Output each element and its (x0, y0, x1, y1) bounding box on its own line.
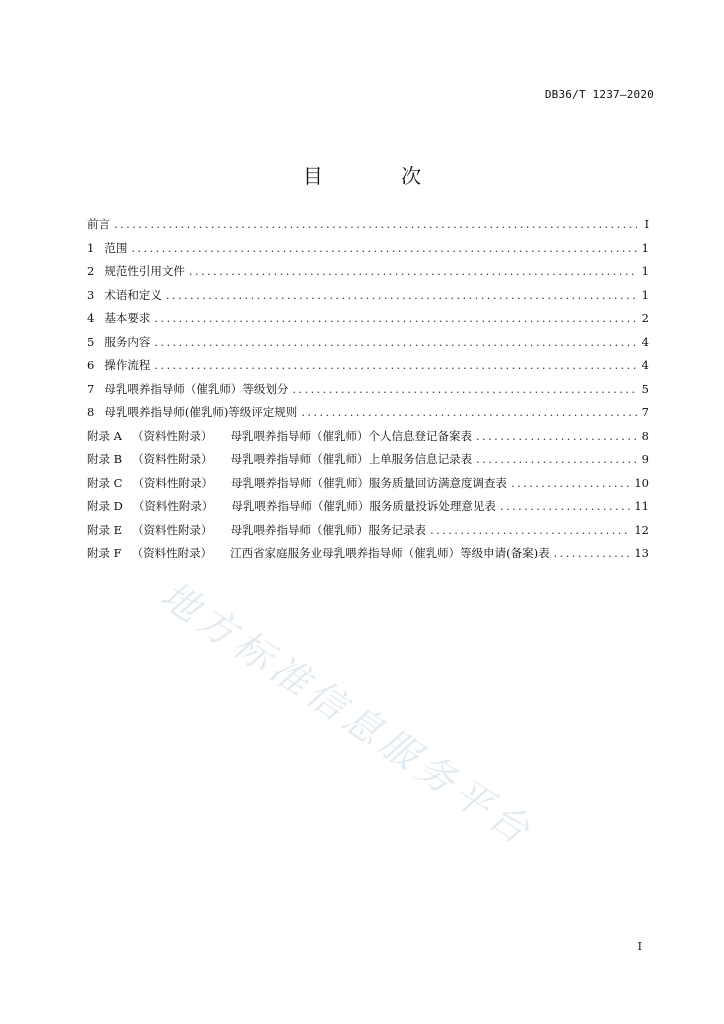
toc-number: 2 (87, 264, 95, 278)
toc-number: 8 (87, 405, 95, 419)
toc-number: 附录 F (87, 546, 122, 560)
toc-leader (154, 335, 637, 349)
toc-entry-appendix-f[interactable] (87, 545, 649, 569)
toc-page-number: 11 (634, 499, 649, 513)
toc-page-number: 9 (641, 452, 649, 466)
toc-number: 4 (87, 311, 95, 325)
toc-entry-3[interactable] (87, 287, 649, 311)
toc-page-number: 5 (641, 381, 649, 396)
toc-leader (292, 382, 637, 396)
toc-number: 附录 C (87, 475, 123, 490)
toc-entry-6[interactable] (87, 357, 649, 381)
toc-label: 操作流程 (104, 358, 151, 372)
toc-leader (511, 476, 630, 490)
toc-appendix-type: （资料性附录） (132, 522, 213, 537)
toc-appendix-type: （资料性附录） (132, 475, 213, 490)
toc-number: 3 (87, 287, 95, 302)
toc-leader (154, 311, 637, 325)
toc-leader (554, 546, 631, 560)
toc-number: 5 (87, 334, 95, 349)
toc-page-number: 2 (641, 311, 649, 325)
toc-label: 江西省家庭服务业母乳喂养指导师（催乳师）等级申请(备案)表 (230, 546, 550, 560)
toc-label: 母乳喂养指导师（催乳师）等级划分 (104, 381, 289, 396)
toc-page-number: 10 (634, 475, 649, 490)
toc-leader (154, 358, 637, 372)
toc-entry-5[interactable] (87, 334, 649, 358)
toc-page-number: 4 (641, 358, 649, 372)
toc-number: 附录 B (87, 452, 123, 466)
toc-label: 母乳喂养指导师(催乳师)等级评定规则 (104, 405, 298, 419)
watermark: 地方标准信息服务平台 (152, 572, 542, 855)
toc-leader (189, 264, 637, 278)
toc-appendix-type: （资料性附录） (131, 546, 213, 560)
toc-leader (114, 217, 637, 231)
toc-label: 规范性引用文件 (104, 264, 185, 278)
toc-number: 1 (87, 240, 95, 255)
toc-label: 母乳喂养指导师（催乳师）服务质量投诉处理意见表 (231, 499, 496, 513)
toc-number: 附录 D (87, 499, 123, 513)
toc-leader (430, 523, 630, 537)
toc-leader (476, 429, 637, 443)
toc-leader (166, 288, 637, 302)
toc-page-number: 12 (634, 522, 649, 537)
toc-page-number: 7 (641, 405, 649, 419)
toc-page-number: 1 (641, 240, 649, 255)
toc-leader (476, 452, 637, 466)
toc-page-number: I (644, 217, 649, 231)
toc-label: 母乳喂养指导师（催乳师）上单服务信息记录表 (230, 452, 473, 466)
toc-label: 服务内容 (104, 334, 151, 349)
toc-label: 母乳喂养指导师（催乳师）服务质量回访满意度调查表 (230, 475, 507, 490)
toc-entry-foreword[interactable] (87, 216, 649, 240)
toc-label: 基本要求 (104, 311, 151, 325)
toc-number: 附录 A (87, 428, 122, 443)
toc-appendix-type: （资料性附录） (131, 428, 213, 443)
toc-leader (500, 499, 630, 513)
toc-page-number: 8 (641, 428, 649, 443)
toc-entry-4[interactable] (87, 310, 649, 334)
toc-number: 7 (87, 381, 95, 396)
toc-label: 母乳喂养指导师（催乳师）个人信息登记备案表 (230, 428, 472, 443)
toc-page-number: 13 (634, 546, 649, 560)
toc-page-number: 1 (641, 264, 649, 278)
toc-entry-appendix-c[interactable] (87, 475, 649, 499)
toc-page-number: 4 (641, 334, 649, 349)
toc-label: 术语和定义 (104, 287, 162, 302)
toc-page-number: 1 (641, 287, 649, 302)
toc-label: 母乳喂养指导师（催乳师）服务记录表 (230, 522, 427, 537)
toc-entry-appendix-d[interactable] (87, 498, 649, 522)
toc-appendix-type: （资料性附录） (132, 499, 214, 513)
toc-entry-7[interactable] (87, 381, 649, 405)
toc-label: 前言 (87, 217, 110, 231)
toc-number: 附录 E (87, 522, 123, 537)
toc-appendix-type: （资料性附录） (132, 452, 213, 466)
toc-number: 6 (87, 358, 95, 372)
toc-entry-8[interactable] (87, 404, 649, 428)
toc-leader (301, 405, 637, 419)
toc-entry-appendix-e[interactable] (87, 522, 649, 546)
page-title: 目 次 (302, 164, 458, 188)
toc-entry-appendix-b[interactable] (87, 451, 649, 475)
toc-leader (131, 241, 637, 255)
toc-entry-appendix-a[interactable] (87, 428, 649, 452)
toc-entry-1[interactable] (87, 240, 649, 264)
table-of-contents (87, 216, 649, 569)
footer-page-number: I (637, 940, 642, 953)
toc-entry-2[interactable] (87, 263, 649, 287)
document-code: DB36/T 1237—2020 (544, 88, 654, 101)
toc-label: 范围 (104, 240, 128, 255)
